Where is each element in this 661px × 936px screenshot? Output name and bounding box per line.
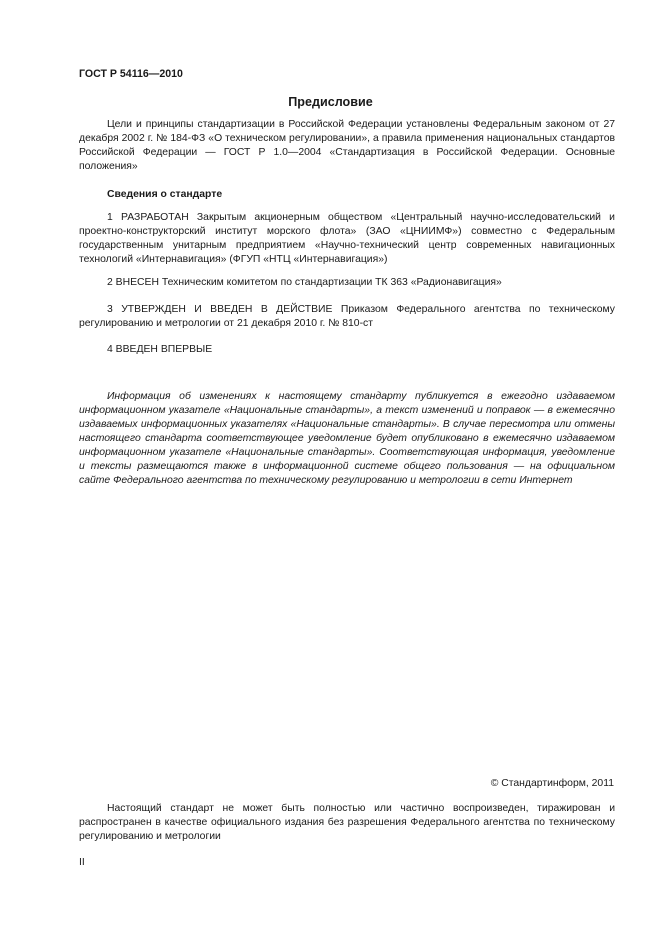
- page-title: Предисловие: [288, 95, 373, 109]
- copyright-notice: © Стандартинформ, 2011: [490, 778, 614, 789]
- standard-info-item-4: 4 ВВЕДЕН ВПЕРВЫЕ: [107, 344, 213, 355]
- standard-info-heading: Сведения о стандарте: [107, 189, 223, 200]
- standard-info-item-2: 2 ВНЕСЕН Техническим комитетом по стандартизации ТК 363 «Радионавигация»: [107, 277, 502, 288]
- standard-info-item-1: 1 РАЗРАБОТАН Закрытым акционерным обществом «Центральный научно-исследовательский и проектно-конструкторский институт морского флота» (ЗАО «ЦНИИМФ») совместно с Федеральным государственным унитарным предприятием «Научно-технический центр современных навигационных технологий «Интернавигация» (ФГУП «НТЦ «Интернавигация»): [79, 212, 615, 265]
- page-number: II: [79, 857, 85, 868]
- intro-paragraph: Цели и принципы стандартизации в Российской Федерации установлены Федеральным законом от 27 декабря 2002 г. № 184-ФЗ «О техническом регулировании», а правила применения национальных стандартов Российской Федерации — ГОСТ Р 1.0—2004 «Стандартизация в Российской Федерации. Основные положения»: [79, 119, 615, 172]
- standard-info-item-3: 3 УТВЕРЖДЕН И ВВЕДЕН В ДЕЙСТВИЕ Приказом Федерального агентства по техническому регулированию и метрологии от 21 декабря 2010 г. № 810-ст: [79, 304, 615, 329]
- changes-info-paragraph: Информация об изменениях к настоящему стандарту публикуется в ежегодно издаваемом информационном указателе «Национальные стандарты», а текст изменений и поправок — в ежемесячно издаваемых информационных указателях «Национальные стандарты». В случае пересмотра или отмены настоящего стандарта соответствующее уведомление будет опубликовано в ежемесячно издаваемом информационном указателе «Национальные стандарты». Соответствующая информация, уведомление и тексты размещаются также в информационной системе общего пользования — на официальном сайте Федерального агентства по техническому регулированию и метрологии в сети Интернет: [79, 391, 615, 486]
- document-number-header: ГОСТ Р 54116—2010: [79, 68, 183, 80]
- reproduction-notice: Настоящий стандарт не может быть полностью или частично воспроизведен, тиражирован и распространен в качестве официального издания без разрешения Федерального агентства по техническому регулированию и метрологии: [79, 803, 615, 842]
